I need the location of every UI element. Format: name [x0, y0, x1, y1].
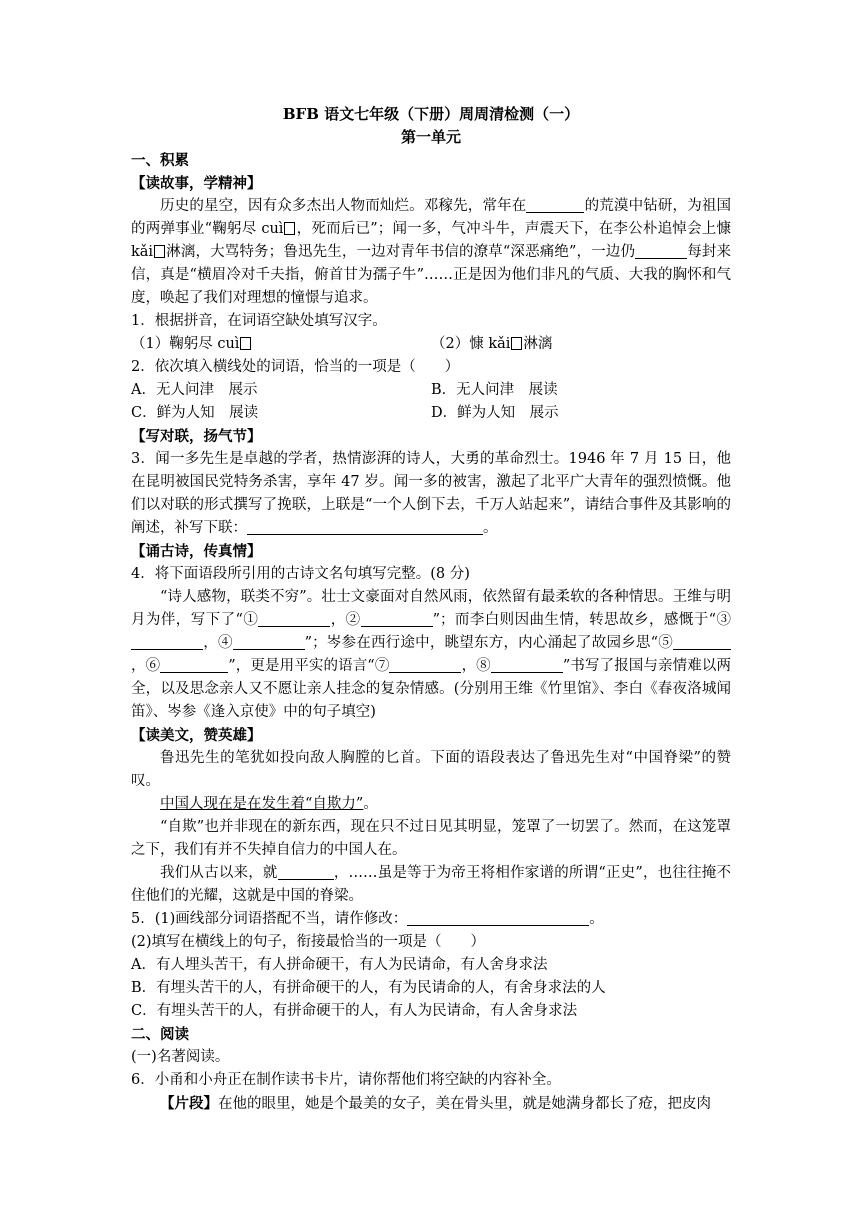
- option-a[interactable]: A．无人问津 展示: [131, 382, 258, 398]
- question-4-stem: 4．将下面语段所引用的古诗文名句填写完整。(8 分): [131, 566, 470, 582]
- prose-paragraph-2: 我们从古以来，就 ，……虽是等于为帝王将相作家谱的所谓“正史”，也往往掩不住他们的光耀，这就是中国的脊梁。: [131, 865, 731, 904]
- q5-option-a[interactable]: A．有人埋头苦干，有人拼命硬干，有人为民请命，有人舍身求法: [131, 957, 548, 973]
- char-box[interactable]: [240, 337, 251, 350]
- poem-blank-7[interactable]: [389, 656, 461, 673]
- prose-intro: 鲁迅先生的笔犹如投向敌人胸膛的匕首。下面的语段表达了鲁迅先生对“中国脊梁”的赞叹。: [131, 750, 731, 789]
- document-title: BFB 语文七年级（下册）周周清检测（一）: [282, 105, 580, 123]
- q5-option-c[interactable]: C．有埋头苦干的人，有拼命硬干的人，有人为民请命，有人舍身求法: [131, 1003, 578, 1019]
- reading-subsection: (一)名著阅读。: [131, 1049, 230, 1065]
- fill-blank-1[interactable]: [526, 196, 584, 213]
- poem-blank-5[interactable]: [673, 633, 731, 650]
- poem-paragraph: “诗人感物，联类不穷”。壮士文豪面对自然风雨，依然留有最柔软的各种情思。王维与明月为伴，写下了“① ，② ”；而李白则因曲生情，转思故乡，感慨于“③，④ ”；岑参在西行途中，眺望东方，内心涌起了故园乡思“⑤，⑥ ”，更是用平实的语言“⑦ ，⑧ ”书写了报国与亲情难以两全，以及思念亲人又不愿让亲人挂念的复杂情感。(分别用王维《竹里馆》、李白《春夜洛城闻笛》、岑参《逢入京使》中的句子填空): [131, 589, 732, 720]
- fill-blank-2[interactable]: [635, 242, 687, 259]
- couplet-answer-blank[interactable]: [247, 518, 483, 535]
- prose-blank[interactable]: [278, 863, 334, 880]
- poem-blank-1[interactable]: [258, 610, 330, 627]
- prose-section-title: 【读美文，赞英雄】: [131, 727, 262, 744]
- poem-blank-2[interactable]: [361, 610, 433, 627]
- document-page: [131, 103, 731, 1116]
- option-b[interactable]: B．无人问津 展读: [431, 382, 558, 398]
- option-c[interactable]: C．鲜为人知 展读: [131, 405, 259, 421]
- q5-answer-blank[interactable]: [407, 909, 589, 926]
- question-6-stem: 6．小甬和小舟正在制作读书卡片，请你帮他们将空缺的内容补全。: [131, 1072, 561, 1088]
- section-heading-reading: 二、阅读: [131, 1026, 189, 1043]
- question-2-row-1: [131, 379, 731, 402]
- poem-blank-4[interactable]: [233, 633, 305, 650]
- q5-option-b[interactable]: B．有埋头苦干的人，有拼命硬干的人，有为民请命的人，有舍身求法的人: [131, 980, 606, 996]
- poem-blank-3[interactable]: [131, 633, 203, 650]
- question-2-stem: 2．依次填入横线处的词语，恰当的一项是（ ）: [131, 359, 460, 375]
- unit-title: 第一单元: [400, 128, 461, 146]
- underlined-sentence: 中国人现在是在发生着“自欺力”。: [160, 796, 378, 812]
- fragment-paragraph: 【片段】在他的眼里，她是个最美的女子，美在骨头里，就是她满身都长了疮，把皮肉: [160, 1095, 711, 1112]
- couplet-section-title: 【写对联，扬气节】: [131, 428, 262, 445]
- question-1-stem: 1．根据拼音，在词语空缺处填写汉字。: [131, 313, 387, 329]
- poem-blank-6[interactable]: [160, 656, 228, 673]
- prose-paragraph-1: “自欺”也并非现在的新东西，现在只不过日见其明显，笼罩了一切罢了。然而，在这笼罩之下，我们有并不失掉自信力的中国人在。: [131, 819, 731, 858]
- question-2-row-2: [131, 402, 731, 425]
- question-1-item-b: （2）慷 kǎi 淋漓: [431, 336, 553, 352]
- question-5-part-1: 5．(1)画线部分词语搭配不当，请作修改： 。: [131, 911, 604, 927]
- question-1-items: [131, 333, 731, 356]
- poem-section-title: 【诵古诗，传真情】: [131, 543, 262, 560]
- story-paragraph: 历史的星空，因有众多杰出人物而灿烂。邓稼先，常年在 的荒漠中钻研，为祖国的两弹事业“鞠躬尽 cuì ，死而后已”；闻一多，气冲斗牛，声震天下，在李公朴追悼会上慷 kǎi 淋漓，大骂特务；鲁迅先生，一边对青年书信的潦草“深恶痛绝”，一边仍 每封来信，真是“横眉冷对千夫指，俯首甘为孺子牛”……正是因为他们非凡的气质、大我的胸怀和气度，唤起了我们对理想的憧憬与追求。: [131, 198, 732, 306]
- question-1-item-a: （1）鞠躬尽 cuì: [131, 333, 431, 356]
- char-box[interactable]: [154, 245, 165, 258]
- char-box[interactable]: [511, 337, 522, 350]
- question-3: 3．闻一多先生是卓越的学者，热情澎湃的诗人，大勇的革命烈士。1946 年 7 月 15 日，他在昆明被国民党特务杀害，享年 47 岁。闻一多的被害，激起了北平广大青年的强烈愤慨。他们以对联的形式撰写了挽联，上联是“一个人倒下去，千万人站起来”，请结合事件及其影响的阐述，补写下联： 。: [131, 451, 731, 536]
- story-section-title: 【读故事，学精神】: [131, 175, 262, 192]
- option-d[interactable]: D．鲜为人知 展示: [431, 405, 559, 421]
- char-box[interactable]: [284, 222, 295, 235]
- section-heading-accumulation: 一、积累: [131, 152, 189, 169]
- fragment-label: 【片段】: [160, 1095, 218, 1112]
- question-5-part-2: (2)填写在横线上的句子，衔接最恰当的一项是（ ）: [131, 934, 486, 950]
- poem-blank-8[interactable]: [491, 656, 563, 673]
